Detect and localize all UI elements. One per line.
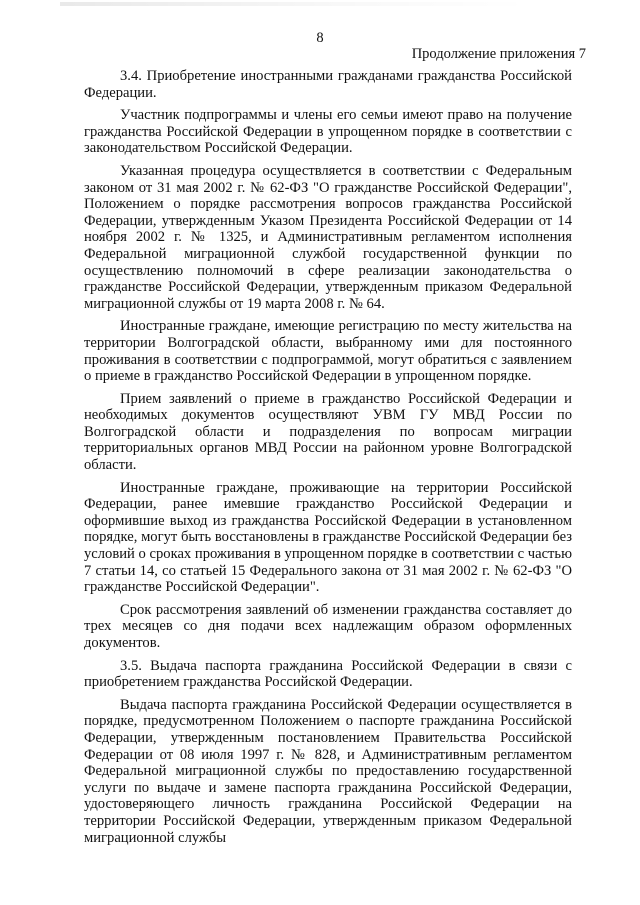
paragraph-application-reception: Прием заявлений о приеме в гражданство Российской Федерации и необходимых документов осуществляют УВМ ГУ МВД России по Волгоградской области и подразделения по вопросам миграции территориальных органов МВД России на районном уровне Волгоградской области.: [84, 390, 572, 474]
section-heading-3-4: 3.4. Приобретение иностранными гражданами гражданства Российской Федерации.: [84, 68, 572, 101]
paragraph-registered-foreigners: Иностранные граждане, имеющие регистрацию по месту жительства на территории Волгоградской области, выбранному ими для постоянного проживания в соответствии с подпрограммой, могут обратиться с заявлением о приеме в гражданство Российской Федерации в упрощенном порядке.: [84, 318, 572, 385]
paragraph-review-term: Срок рассмотрения заявлений об изменении гражданства составляет до трех месяцев со дня подачи всех надлежащим образом оформленных документов.: [84, 601, 572, 651]
section-heading-3-5: 3.5. Выдача паспорта гражданина Российской Федерации в связи с приобретением гражданства Российской Федерации.: [84, 657, 572, 691]
paragraph-passport-issuance: Выдача паспорта гражданина Российской Федерации осуществляется в порядке, предусмотренном Положением о паспорте гражданина Российской Федерации, утвержденным постановлением Правительства Российской Федерации от 08 июля 1997 г. № 828, и Административным регламентом Федеральной миграционной службы по предоставлению государственной услуги по выдаче и замене паспорта гражданина Российской Федерации, удостоверяющего личность гражданина Российской Федерации на территории Российской Федерации, утвержденным приказом Федеральной миграционной службы: [84, 696, 572, 846]
appendix-continuation-note: Продолжение приложения 7: [411, 46, 586, 62]
page-number: 8: [316, 30, 324, 46]
paragraph-citizenship-right: Участник подпрограммы и члены его семьи имеют право на получение гражданства Российской Федерации в упрощенном порядке в соответствии с законодательством Российской Федерации.: [84, 107, 572, 157]
paragraph-procedure-basis: Указанная процедура осуществляется в соответствии с Федеральным законом от 31 мая 2002 г. № 62-ФЗ "О гражданстве Российской Федерации", Положением о порядке рассмотрения вопросов гражданства Российской Федерации, утвержденным Указом Президента Российской Федерации от 14 ноября 2002 г. № 1325, и Административным регламентом исполнения Федеральной миграционной службой государственной функции по осуществлению полномочий в сфере реализации законодательства о гражданстве Российской Федерации, утвержденным приказом Федеральной миграционной службы от 19 марта 2008 г. № 64.: [84, 162, 572, 312]
document-body: [84, 68, 572, 852]
paragraph-restoration: Иностранные граждане, проживающие на территории Российской Федерации, ранее имевшие гражданство Российской Федерации и оформившие выход из гражданства Российской Федерации в установленном порядке, могут быть восстановлены в гражданстве Российской Федерации без условий о сроках проживания в упрощенном порядке в соответствии с частью 7 статьи 14, со статьей 15 Федерального закона от 31 мая 2002 г. № 62-ФЗ "О гражданстве Российской Федерации".: [84, 479, 572, 596]
scan-artifact: [60, 2, 530, 6]
